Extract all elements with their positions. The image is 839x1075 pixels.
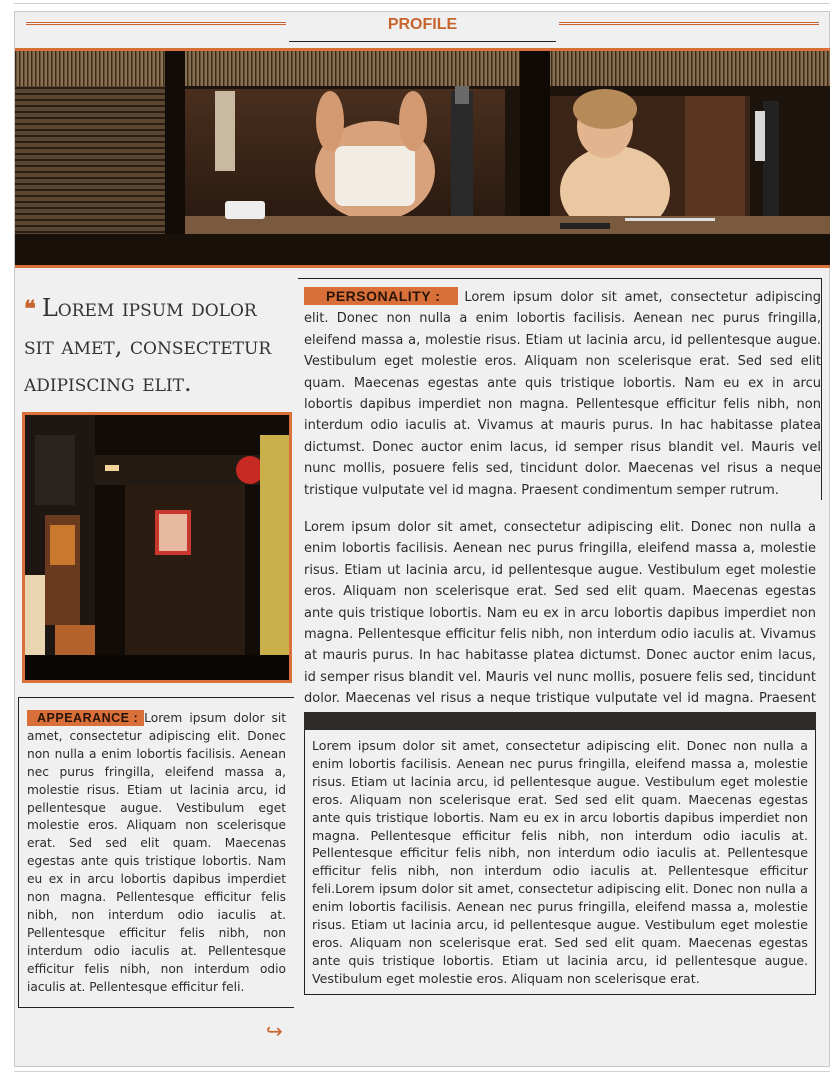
header-rule-left <box>26 22 286 25</box>
bottom-divider <box>14 1071 830 1072</box>
personality-section <box>298 278 822 500</box>
section-bar <box>304 712 816 730</box>
appearance-text: Lorem ipsum dolor sit amet, consectetur adipiscing elit. Donec non nulla a enim lobortis facilisis. Aenean nec purus fringilla, eleifend massa a, molestie risus. Etiam ut lacinia arcu, id pellentesque augue. Vestibulum eget molestie eros. Aliquam non scelerisque erat. Sed sed elit quam. Maecenas egestas ante quis tristique lobortis. Nam eu ex in arcu lobortis dapibus imperdiet non magna. Pellentesque efficitur felis nibh, non interdum odio iaculis at. Pellentesque efficitur felis nibh, non interdum odio iaculis at. Pellentesque efficitur felis nibh, non interdum odio iaculis at. Pellentesque efficitur feli. <box>27 711 286 994</box>
bar-window-photo-icon <box>15 51 830 265</box>
body-paragraph: Lorem ipsum dolor sit amet, consectetur adipiscing elit. Donec non nulla a enim lobortis facilisis. Aenean nec purus fringilla, eleifend massa a, molestie risus. Etiam ut lacinia arcu, id pellentesque augue. Vestibulum eget molestie eros. Aliquam non scelerisque erat. Sed sed elit quam. Maecenas egestas ante quis tristique lobortis. Nam eu ex in arcu lobortis dapibus imperdiet non magna. Pellentesque efficitur felis nibh, non interdum odio iaculis at. Vivamus at mauris purus. In hac habitasse platea dictumst. Donec auctor enim lacus, id semper risus blandit vel. Mauris vel nunc mollis, posuere felis sed, tincidunt dolor. Maecenas vel risus a neque tristique vulputate vel id magna. Praesent <box>304 520 816 707</box>
quote-mark-icon: ❝ <box>24 296 36 322</box>
pull-quote-text: Lorem ipsum dolor sit amet, consectetur adipiscing elit. <box>24 294 272 397</box>
personality-text: Lorem ipsum dolor sit amet, consectetur adipiscing elit. Donec non nulla a enim lobortis facilisis. Aenean nec purus fringilla, eleifend massa a, molestie risus. Etiam ut lacinia arcu, id pellentesque augue. Vestibulum eget molestie eros. Aliquam non scelerisque erat. Sed sed elit quam. Maecenas egestas ante quis tristique lobortis. Nam eu ex in arcu lobortis dapibus imperdiet non magna. Pellentesque efficitur felis nibh, non interdum odio iaculis at. Vivamus at mauris purus. In hac habitasse platea dictumst. Donec auctor enim lacus, id semper risus blandit vel. Mauris vel nunc mollis, posuere felis sed, tincidunt dolor. Maecenas vel risus a neque tristique vulputate vel id magna. Praesent condimentum semper rutrum. <box>304 290 821 498</box>
appearance-label: APPEARANCE : <box>27 710 144 726</box>
header-rule-right <box>559 22 819 25</box>
personality-label: PERSONALITY : <box>304 287 458 305</box>
top-divider <box>14 3 830 4</box>
next-arrow-icon[interactable]: ↪ <box>266 1019 283 1043</box>
pull-quote <box>24 290 294 402</box>
appearance-section <box>18 697 294 1008</box>
page-title: PROFILE <box>289 15 556 42</box>
text-box: Lorem ipsum dolor sit amet, consectetur adipiscing elit. Donec non nulla a enim lobortis facilisis. Aenean nec purus fringilla, eleifend massa a, molestie risus. Etiam ut lacinia arcu, id pellentesque augue. Vestibulum eget molestie eros. Aliquam non scelerisque erat. Sed sed elit quam. Maecenas egestas ante quis tristique lobortis. Nam eu ex in arcu lobortis dapibus imperdiet non magna. Pellentesque efficitur felis nibh, non interdum odio iaculis at. Pellentesque efficitur felis nibh, non interdum odio iaculis at. Pellentesque efficitur felis nibh, non interdum odio iaculis at. Pellentesque efficitur feli.Lorem ipsum dolor sit amet, consectetur adipiscing elit. Donec non nulla a enim lobortis facilisis. Aenean nec purus fringilla, eleifend massa a, molestie risus. Etiam ut lacinia arcu, id pellentesque augue. Vestibulum eget molestie eros. Aliquam non scelerisque erat. Sed sed elit quam. Maecenas egestas ante quis tristique lobortis. Etiam ut lacinia arcu, id pellentesque augue. Vestibulum eget molestie eros. Aliquam non scelerisque erat. <box>304 730 816 995</box>
night-alley-photo-icon <box>25 415 289 680</box>
hero-image <box>15 48 830 268</box>
side-image <box>22 412 292 683</box>
